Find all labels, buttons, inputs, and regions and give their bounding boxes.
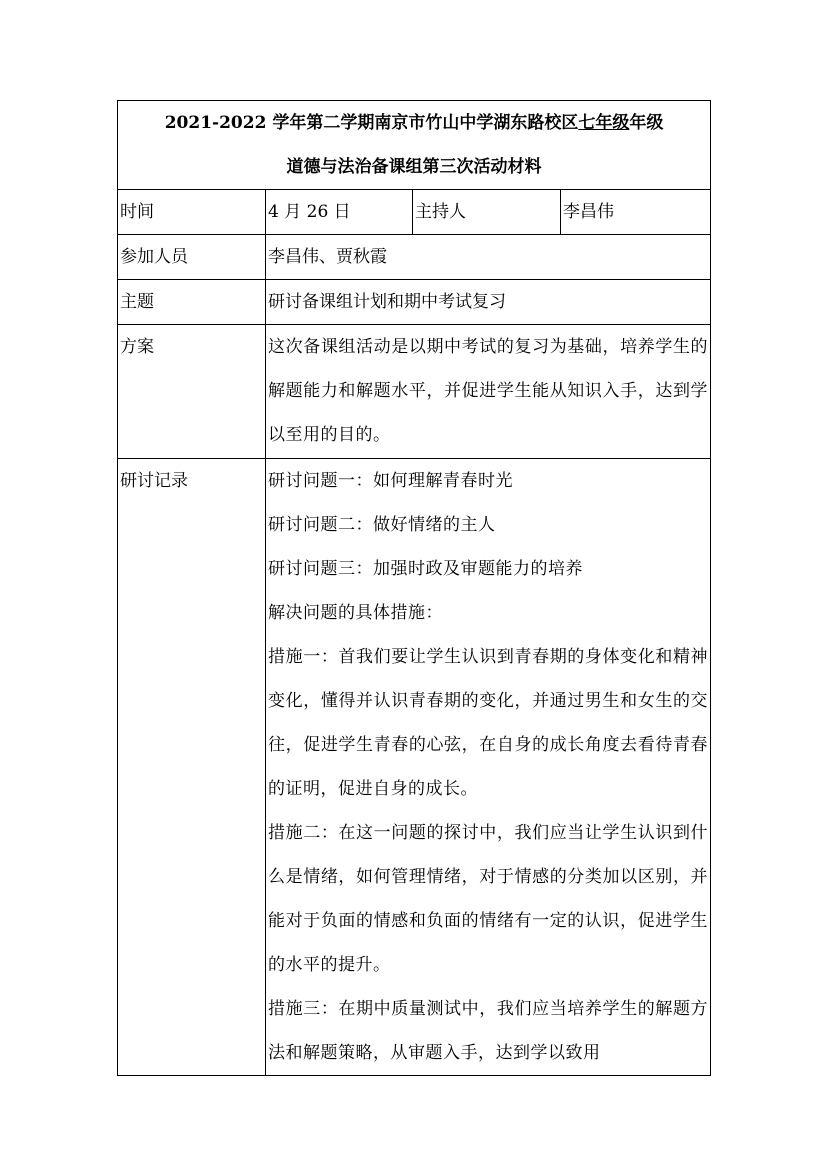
time-value: 4 月 26 日: [266, 190, 413, 235]
activity-record-table: [117, 100, 711, 1076]
record-item: 研讨问题二：做好情绪的主人: [268, 515, 496, 535]
participants-value: 李昌伟、贾秋霞: [266, 235, 711, 280]
plan-label: 方案: [118, 325, 266, 459]
participants-label: 参加人员: [118, 235, 266, 280]
topic-label: 主题: [118, 280, 266, 325]
host-label: 主持人: [413, 190, 561, 235]
plan-value: 这次备课组活动是以期中考试的复习为基础，培养学生的解题能力和解题水平，并促进学生能从知识入手，达到学以至用的目的。: [266, 325, 711, 459]
record-item: 研讨问题三：加强时政及审题能力的培养: [268, 559, 583, 579]
title-grade-underlined: 七年级: [578, 113, 630, 133]
title-line-2: 道德与法治备课组第三次活动材料: [286, 157, 542, 177]
document-title: [118, 101, 711, 190]
record-label: 研讨记录: [118, 459, 266, 1076]
record-item: 措施一：首我们要让学生认识到青春期的身体变化和精神变化，懂得并认识青春期的变化，并通过男生和女生的交往，促进学生青春的心弦，在自身的成长角度去看待青春的证明，促进自身的成长。: [268, 647, 709, 799]
record-item: 研讨问题一：如何理解青春时光: [268, 471, 513, 491]
time-label: 时间: [118, 190, 266, 235]
record-item: 措施二：在这一问题的探讨中，我们应当让学生认识到什么是情绪，如何管理情绪，对于情感的分类加以区别，并能对于负面的情感和负面的情绪有一定的认识，促进学生的水平的提升。: [268, 823, 709, 975]
title-prefix: 2021-2022 学年第二学期南京市竹山中学湖东路校区: [164, 113, 579, 133]
topic-value: 研讨备课组计划和期中考试复习: [266, 280, 711, 325]
title-line-1: [118, 101, 710, 145]
record-item: 解决问题的具体措施：: [268, 603, 443, 623]
record-item: 措施三：在期中质量测试中，我们应当培养学生的解题方法和解题策略，从审题入手，达到学以致用: [268, 999, 709, 1063]
title-suffix: 年级: [629, 113, 664, 133]
record-content: [266, 459, 711, 1076]
host-value: 李昌伟: [561, 190, 711, 235]
